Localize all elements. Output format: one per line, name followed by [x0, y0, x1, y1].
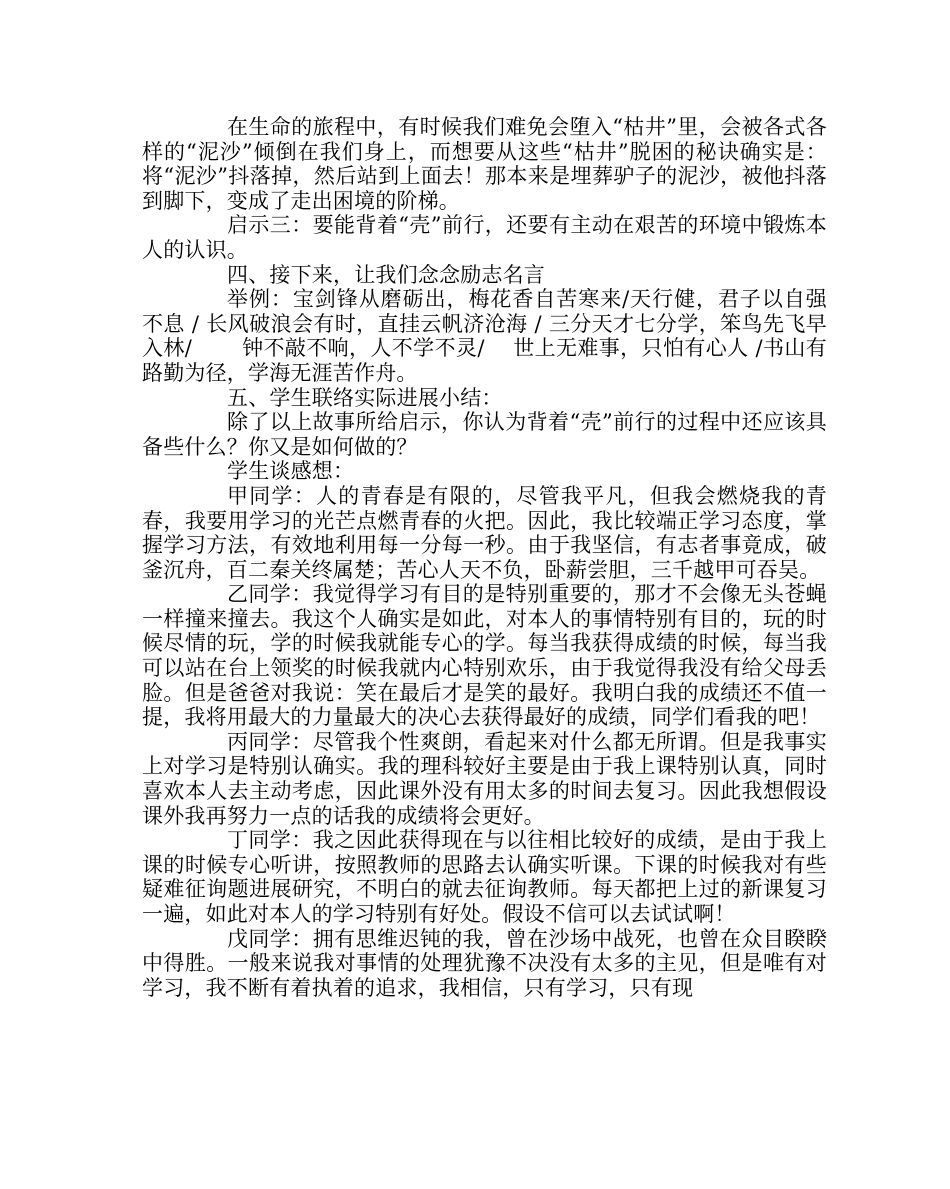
paragraph-student-wu: 戊同学：拥有思维迟钝的我，曾在沙场中战死，也曾在众目睽睽中得胜。一般来说我对事情的处理犹豫不决没有太多的主见，但是唯有对学习，我不断有着执着的追求，我相信，只有学习，只有现 [142, 926, 827, 1000]
paragraph-revelation-three: 启示三：要能背着“壳”前行，还要有主动在艰苦的环境中锻炼本人的认识。 [142, 213, 827, 262]
document-page [142, 115, 827, 1000]
section-heading-summary: 五、学生联络实际进展小结： [227, 385, 503, 410]
paragraph-students-thoughts: 学生谈感想： [227, 459, 355, 484]
paragraph-student-yi: 乙同学：我觉得学习有目的是特别重要的，那才不会像无头苍蝇一样撞来撞去。我这个人确实是如此，对本人的事情特别有目的，玩的时候尽情的玩，学的时候我就能专心的学。每当我获得成绩的时候，每当我可以站在台上领奖的时候我就内心特别欢乐，由于我觉得我没有给父母丢脸。但是爸爸对我说：笑在最后才是笑的最好。我明白我的成绩还不值一提，我将用最大的力量最大的决心去获得最好的成绩，同学们看我的吧！ [142, 582, 827, 730]
paragraph-question: 除了以上故事所给启示，你认为背着“壳”前行的过程中还应该具备些什么？你又是如何做的？ [142, 410, 827, 459]
paragraph-student-jia: 甲同学：人的青春是有限的，尽管我平凡，但我会燃烧我的青春，我要用学习的光芒点燃青春的火把。因此，我比较端正学习态度，掌握学习方法，有效地利用每一分每一秒。由于我坚信，有志者事竟成，破釜沉舟，百二秦关终属楚；苦心人天不负，卧薪尝胆，三千越甲可吞吴。 [142, 483, 827, 582]
paragraph-escape-well: 在生命的旅程中，有时候我们难免会堕入“枯井”里，会被各式各样的“泥沙”倾倒在我们身上，而想要从这些“枯井”脱困的秘诀确实是：将“泥沙”抖落掉，然后站到上面去！那本来是埋葬驴子的泥沙，被他抖落到脚下，变成了走出困境的阶梯。 [142, 115, 827, 213]
paragraph-quote-examples: 举例：宝剑锋从磨砺出，梅花香自苦寒来/天行健，君子以自强不息 / 长风破浪会有时，直挂云帆济沧海 / 三分天才七分学，笨鸟先飞早入林/ 钟不敲不响，人不学不灵/ 世上无难事，只怕有心人 /书山有路勤为径，学海无涯苦作舟。 [142, 287, 827, 385]
paragraph-student-ding: 丁同学：我之因此获得现在与以往相比较好的成绩，是由于我上课的时候专心听讲，按照教师的思路去认确实听课。下课的时候我对有些疑难征询题进展研究，不明白的就去征询教师。每天都把上过的新课复习一遍，如此对本人的学习特别有好处。假设不信可以去试试啊！ [142, 828, 827, 926]
paragraph-student-bing: 丙同学：尽管我个性爽朗，看起来对什么都无所谓。但是我事实上对学习是特别认确实。我的理科较好主要是由于我上课特别认真，同时喜欢本人去主动考虑，因此课外没有用太多的时间去复习。因此我想假设课外我再努力一点的话我的成绩将会更好。 [142, 729, 827, 828]
section-heading-quotes: 四、接下来，让我们念念励志名言 [227, 262, 545, 287]
